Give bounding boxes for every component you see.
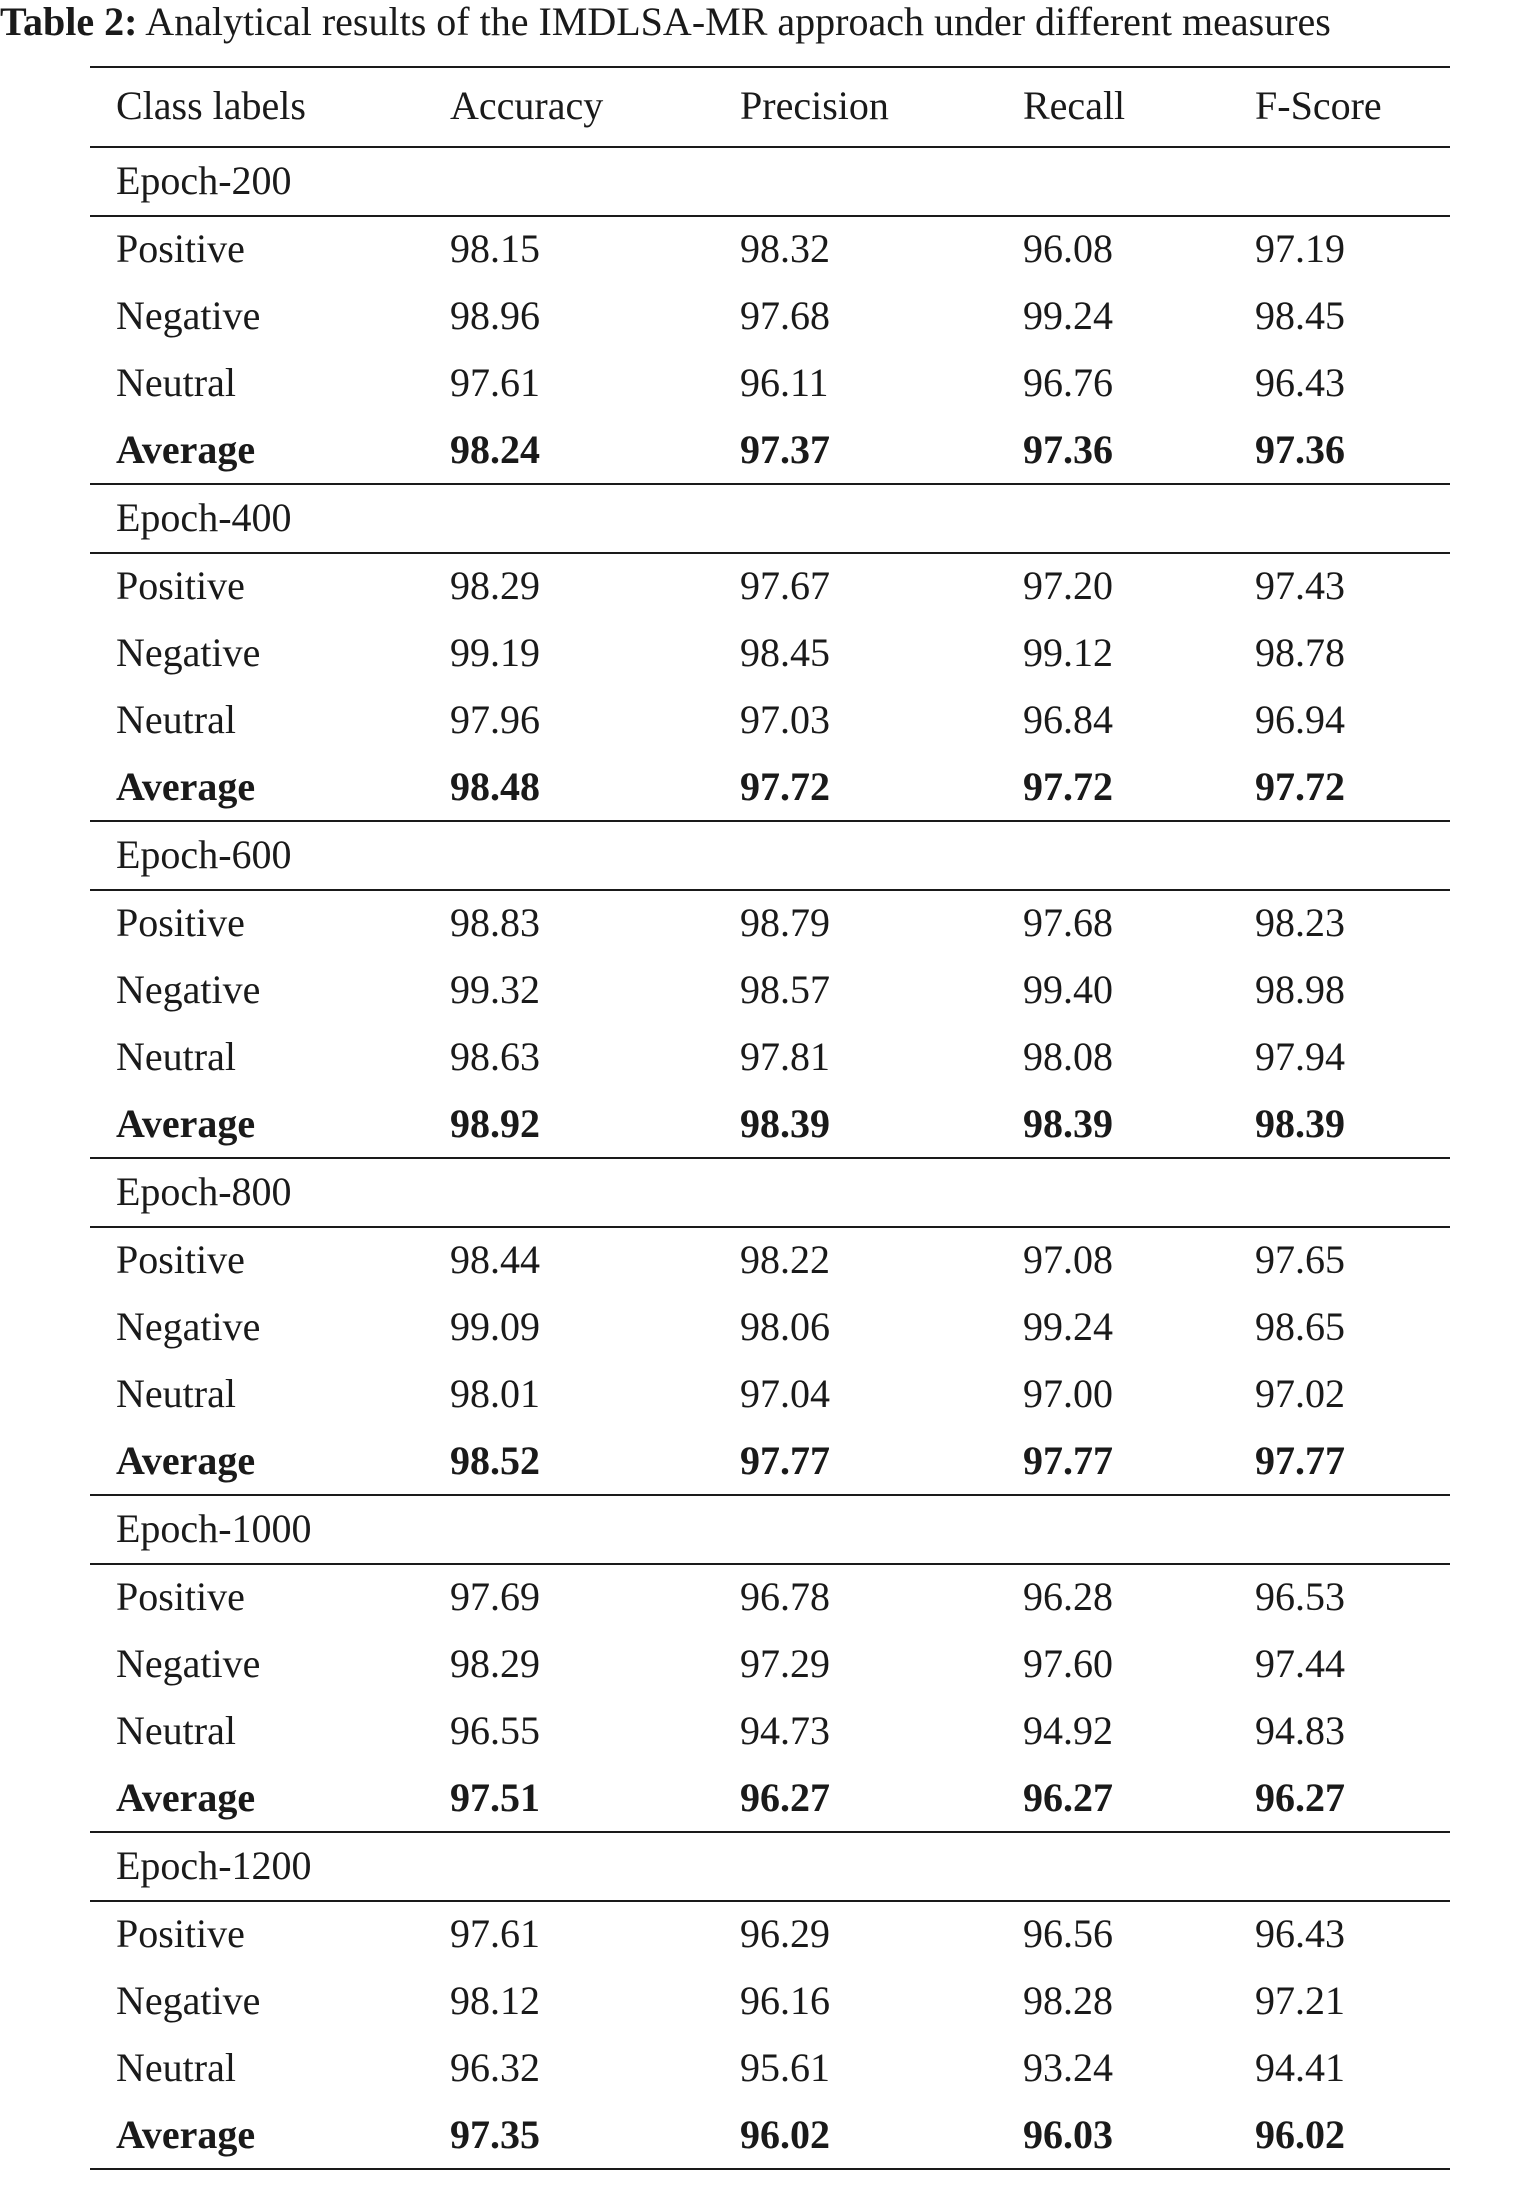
value-cell: 98.63: [450, 1034, 540, 1079]
value-cell: 97.68: [1023, 900, 1113, 945]
value-cell: 96.11: [740, 360, 829, 405]
class-label-cell: Neutral: [116, 1034, 236, 1079]
class-label-cell: Negative: [116, 1304, 261, 1349]
value-cell: 94.83: [1255, 1708, 1345, 1753]
class-label-cell: Negative: [116, 630, 261, 675]
value-cell: 98.83: [450, 900, 540, 945]
value-cell: 95.61: [740, 2045, 830, 2090]
class-label-cell: Average: [116, 427, 256, 472]
epoch-label: Epoch-800: [116, 1169, 292, 1214]
class-label-cell: Average: [116, 1775, 256, 1820]
value-cell: 98.12: [450, 1978, 540, 2023]
table-row: [90, 956, 1450, 1023]
value-cell: 97.03: [740, 697, 830, 742]
table-row: [90, 1360, 1450, 1427]
value-cell: 98.52: [450, 1438, 540, 1483]
value-cell: 97.02: [1255, 1371, 1345, 1416]
value-cell: 96.28: [1023, 1574, 1113, 1619]
value-cell: 96.56: [1023, 1911, 1113, 1956]
value-cell: 99.12: [1023, 630, 1113, 675]
value-cell: 96.27: [740, 1775, 830, 1820]
table-row: [90, 1226, 1450, 1293]
value-cell: 98.45: [1255, 293, 1345, 338]
value-cell: 98.57: [740, 967, 830, 1012]
value-cell: 94.41: [1255, 2045, 1345, 2090]
table-row: [90, 349, 1450, 416]
value-cell: 94.73: [740, 1708, 830, 1753]
value-cell: 97.00: [1023, 1371, 1113, 1416]
value-cell: 99.32: [450, 967, 540, 1012]
average-row: [90, 1427, 1450, 1494]
class-label-cell: Neutral: [116, 360, 236, 405]
value-cell: 97.36: [1023, 427, 1113, 472]
class-label-cell: Neutral: [116, 697, 236, 742]
value-cell: 96.27: [1023, 1775, 1113, 1820]
class-label-cell: Positive: [116, 563, 245, 608]
value-cell: 98.44: [450, 1237, 540, 1282]
class-label-cell: Positive: [116, 900, 245, 945]
value-cell: 96.08: [1023, 226, 1113, 271]
epoch-row: [90, 1157, 1450, 1226]
bottom-rule: [90, 2168, 1450, 2170]
value-cell: 98.98: [1255, 967, 1345, 1012]
value-cell: 98.29: [450, 563, 540, 608]
header-cell: F-Score: [1255, 83, 1382, 128]
value-cell: 97.67: [740, 563, 830, 608]
value-cell: 98.39: [1023, 1101, 1113, 1146]
value-cell: 96.16: [740, 1978, 830, 2023]
value-cell: 99.40: [1023, 967, 1113, 1012]
value-cell: 98.24: [450, 427, 540, 472]
table-header-row: [90, 66, 1450, 146]
caption-text: Analytical results of the IMDLSA-MR approach under different measures: [145, 0, 1331, 44]
value-cell: 96.55: [450, 1708, 540, 1753]
value-cell: 97.77: [1023, 1438, 1113, 1483]
table-row: [90, 282, 1450, 349]
table-bottom: [90, 2168, 1450, 2170]
value-cell: 93.24: [1023, 2045, 1113, 2090]
section-rule: [90, 483, 1450, 485]
value-cell: 99.19: [450, 630, 540, 675]
value-cell: 96.43: [1255, 360, 1345, 405]
value-cell: 99.24: [1023, 293, 1113, 338]
value-cell: 98.79: [740, 900, 830, 945]
value-cell: 98.39: [1255, 1101, 1345, 1146]
value-cell: 98.39: [740, 1101, 830, 1146]
value-cell: 97.77: [1255, 1438, 1345, 1483]
class-label-cell: Positive: [116, 1574, 245, 1619]
class-label-cell: Average: [116, 764, 256, 809]
value-cell: 98.45: [740, 630, 830, 675]
value-cell: 97.81: [740, 1034, 830, 1079]
table-row: [90, 619, 1450, 686]
table-row: [90, 1967, 1450, 2034]
class-label-cell: Positive: [116, 1237, 245, 1282]
class-label-cell: Neutral: [116, 1371, 236, 1416]
header-cell: Class labels: [116, 83, 306, 128]
table-row: [90, 552, 1450, 619]
section-rule: [90, 146, 1450, 148]
value-cell: 98.78: [1255, 630, 1345, 675]
header-cell: Accuracy: [450, 83, 604, 128]
value-cell: 98.29: [450, 1641, 540, 1686]
class-label-cell: Negative: [116, 293, 261, 338]
value-cell: 97.61: [450, 360, 540, 405]
average-row: [90, 1764, 1450, 1831]
table-row: [90, 1697, 1450, 1764]
value-cell: 98.06: [740, 1304, 830, 1349]
value-cell: 97.29: [740, 1641, 830, 1686]
table-row: [90, 1900, 1450, 1967]
table-row: [90, 2034, 1450, 2101]
value-cell: 97.94: [1255, 1034, 1345, 1079]
caption-label: Table 2:: [0, 0, 138, 44]
average-row: [90, 2101, 1450, 2168]
value-cell: 97.08: [1023, 1237, 1113, 1282]
value-cell: 98.48: [450, 764, 540, 809]
table-row: [90, 686, 1450, 753]
value-cell: 97.72: [1023, 764, 1113, 809]
value-cell: 96.02: [1255, 2112, 1345, 2157]
value-cell: 97.21: [1255, 1978, 1345, 2023]
value-cell: 97.37: [740, 427, 830, 472]
value-cell: 96.32: [450, 2045, 540, 2090]
value-cell: 97.51: [450, 1775, 540, 1820]
section-rule: [90, 820, 1450, 822]
value-cell: 97.96: [450, 697, 540, 742]
class-label-cell: Negative: [116, 1641, 261, 1686]
class-label-cell: Average: [116, 2112, 256, 2157]
value-cell: 97.69: [450, 1574, 540, 1619]
value-cell: 98.28: [1023, 1978, 1113, 2023]
value-cell: 99.24: [1023, 1304, 1113, 1349]
value-cell: 98.92: [450, 1101, 540, 1146]
epoch-label: Epoch-400: [116, 495, 292, 540]
value-cell: 98.01: [450, 1371, 540, 1416]
average-row: [90, 416, 1450, 483]
value-cell: 96.53: [1255, 1574, 1345, 1619]
value-cell: 97.72: [740, 764, 830, 809]
class-label-cell: Average: [116, 1101, 256, 1146]
class-label-cell: Negative: [116, 1978, 261, 2023]
table-row: [90, 215, 1450, 282]
table-row: [90, 1563, 1450, 1630]
value-cell: 97.04: [740, 1371, 830, 1416]
value-cell: 96.78: [740, 1574, 830, 1619]
value-cell: 96.43: [1255, 1911, 1345, 1956]
value-cell: 97.35: [450, 2112, 540, 2157]
epoch-row: [90, 820, 1450, 889]
epoch-row: [90, 483, 1450, 552]
value-cell: 96.76: [1023, 360, 1113, 405]
header-cell: Recall: [1023, 83, 1126, 128]
average-row: [90, 753, 1450, 820]
value-cell: 97.77: [740, 1438, 830, 1483]
epoch-label: Epoch-1000: [116, 1506, 312, 1551]
results-table: [90, 66, 1450, 2170]
table-row: [90, 1293, 1450, 1360]
epoch-label: Epoch-1200: [116, 1843, 312, 1888]
section-rule: [90, 1157, 1450, 1159]
class-label-cell: Neutral: [116, 2045, 236, 2090]
value-cell: 98.22: [740, 1237, 830, 1282]
epoch-label: Epoch-600: [116, 832, 292, 877]
value-cell: 98.32: [740, 226, 830, 271]
value-cell: 96.02: [740, 2112, 830, 2157]
value-cell: 96.29: [740, 1911, 830, 1956]
class-label-cell: Neutral: [116, 1708, 236, 1753]
value-cell: 97.72: [1255, 764, 1345, 809]
value-cell: 97.44: [1255, 1641, 1345, 1686]
value-cell: 96.27: [1255, 1775, 1345, 1820]
value-cell: 97.68: [740, 293, 830, 338]
table-row: [90, 889, 1450, 956]
class-label-cell: Positive: [116, 226, 245, 271]
value-cell: 97.61: [450, 1911, 540, 1956]
value-cell: 98.08: [1023, 1034, 1113, 1079]
table-caption: [0, 0, 1540, 44]
value-cell: 99.09: [450, 1304, 540, 1349]
value-cell: 97.36: [1255, 427, 1345, 472]
value-cell: 98.15: [450, 226, 540, 271]
epoch-row: [90, 1494, 1450, 1563]
value-cell: 97.60: [1023, 1641, 1113, 1686]
table-row: [90, 1630, 1450, 1697]
value-cell: 98.96: [450, 293, 540, 338]
epoch-row: [90, 146, 1450, 215]
value-cell: 97.43: [1255, 563, 1345, 608]
value-cell: 97.65: [1255, 1237, 1345, 1282]
header-cell: Precision: [740, 83, 889, 128]
value-cell: 98.23: [1255, 900, 1345, 945]
class-label-cell: Average: [116, 1438, 256, 1483]
value-cell: 96.03: [1023, 2112, 1113, 2157]
average-row: [90, 1090, 1450, 1157]
value-cell: 96.94: [1255, 697, 1345, 742]
class-label-cell: Positive: [116, 1911, 245, 1956]
value-cell: 96.84: [1023, 697, 1113, 742]
epoch-label: Epoch-200: [116, 158, 292, 203]
value-cell: 97.20: [1023, 563, 1113, 608]
value-cell: 97.19: [1255, 226, 1345, 271]
value-cell: 94.92: [1023, 1708, 1113, 1753]
epoch-row: [90, 1831, 1450, 1900]
value-cell: 98.65: [1255, 1304, 1345, 1349]
table-row: [90, 1023, 1450, 1090]
class-label-cell: Negative: [116, 967, 261, 1012]
